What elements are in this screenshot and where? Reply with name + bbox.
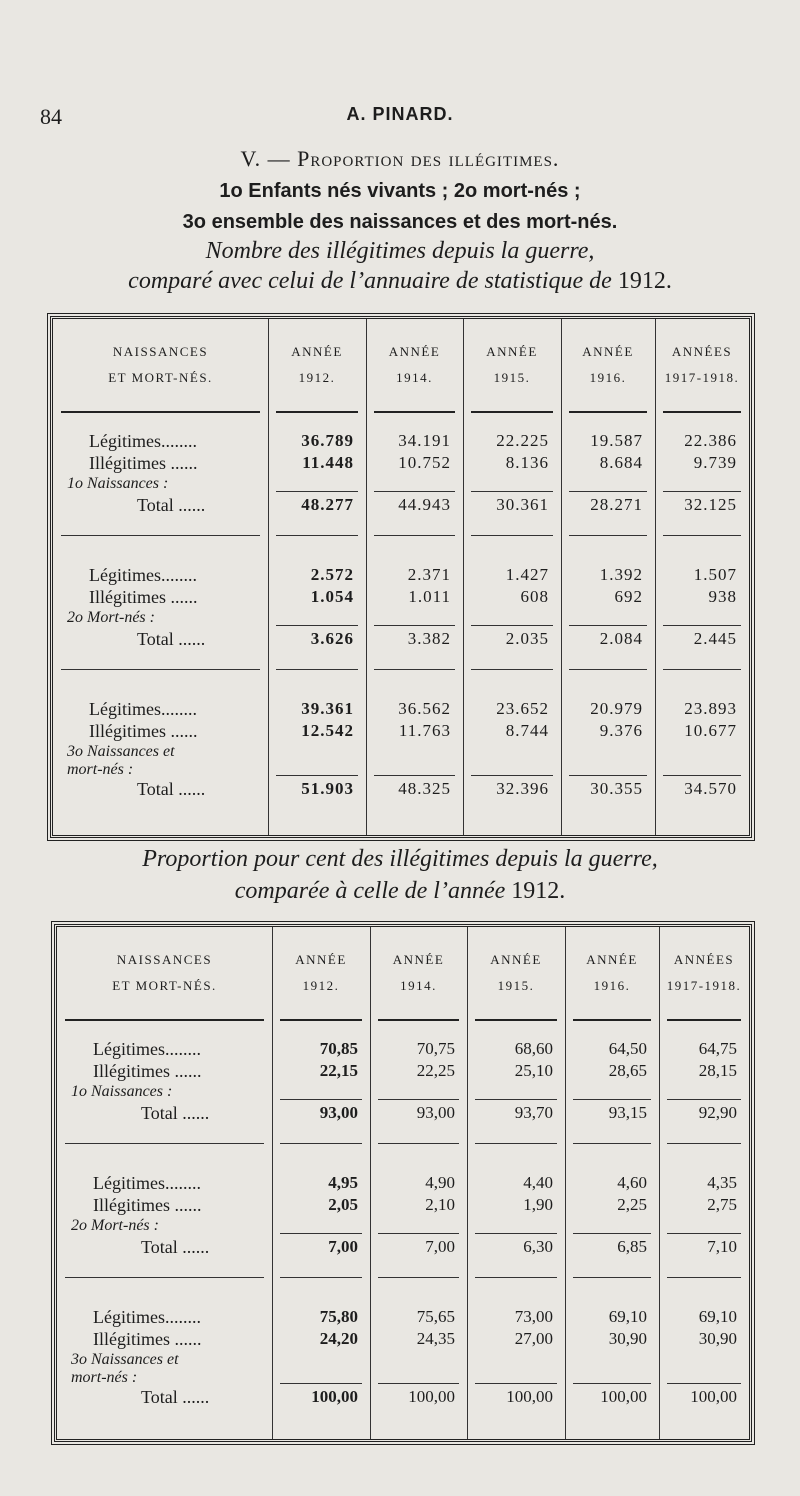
group-separator (378, 1277, 459, 1278)
header-year-title: ANNÉE (586, 952, 638, 967)
group-label-cont: mort-nés : (71, 1369, 138, 1386)
table-cell: 6,85 (617, 1237, 647, 1256)
subtotal-rule (573, 1383, 651, 1384)
table-cell: 23.652 (496, 699, 549, 718)
subtotal-rule (573, 1099, 651, 1100)
table-cell: 93,00 (416, 1103, 455, 1122)
row-label-total: Total ...... (141, 1387, 210, 1407)
table-cell: 7,00 (425, 1237, 455, 1256)
subtotal-rule (280, 1099, 362, 1100)
group-separator (374, 669, 455, 670)
table-cell: 692 (614, 587, 643, 606)
table-cell: 7,00 (328, 1237, 358, 1256)
table-cell: 3.626 (310, 629, 354, 648)
section-numeral: V. — (240, 146, 291, 171)
group-separator (65, 1277, 264, 1278)
table-cell: 9.376 (599, 721, 643, 740)
subtotal-rule (667, 1099, 741, 1100)
table-cell: 4,60 (617, 1173, 647, 1192)
row-label-total: Total ...... (141, 1103, 210, 1123)
subtotal-rule (471, 625, 553, 626)
table-cell: 93,70 (514, 1103, 553, 1122)
header-rule (569, 411, 647, 413)
table-cell: 2.035 (505, 629, 549, 648)
table-cell: 20.979 (590, 699, 643, 718)
header-year-title: ANNÉE (388, 344, 441, 359)
subtotal-rule (378, 1233, 459, 1234)
column-divider (561, 319, 562, 835)
table-cell: 22,25 (416, 1061, 455, 1080)
table-cell: 100,00 (311, 1387, 358, 1406)
header-year-value: 1912. (302, 978, 340, 993)
group-separator (573, 1277, 651, 1278)
table-cell: 69,10 (608, 1307, 647, 1326)
header-label-line-2: ET MORT-NÉS. (112, 978, 217, 993)
subtotal-rule (573, 1233, 651, 1234)
caption-table-2-line-1: Proportion pour cent des illégitimes depuis la guerre, (142, 846, 658, 872)
table-cell: 64,75 (698, 1039, 737, 1058)
subtotal-rule (663, 625, 741, 626)
table-cell: 938 (708, 587, 737, 606)
table-cell: 69,10 (698, 1307, 737, 1326)
subtotal-rule (475, 1099, 557, 1100)
table-cell: 6,30 (523, 1237, 553, 1256)
header-rule (276, 411, 358, 413)
row-label-legitimes: Légitimes........ (93, 1039, 201, 1059)
table-absolute-counts (50, 316, 752, 838)
subtotal-rule (378, 1099, 459, 1100)
header-rule (378, 1019, 459, 1021)
row-label-total: Total ...... (137, 779, 206, 799)
page-number: 84 (40, 104, 62, 129)
table-cell: 28,15 (698, 1061, 737, 1080)
caption-table-2-text: comparée à celle de l’année (234, 878, 506, 904)
table-cell: 24,20 (319, 1329, 358, 1348)
group-separator (569, 535, 647, 536)
column-divider (370, 927, 371, 1439)
group-separator (61, 669, 260, 670)
column-divider (659, 927, 660, 1439)
column-divider (655, 319, 656, 835)
group-separator (65, 1143, 264, 1144)
header-year-title: ANNÉES (671, 344, 733, 359)
table-cell: 28.271 (590, 495, 643, 514)
group-separator (667, 1277, 741, 1278)
table-cell: 32.125 (684, 495, 737, 514)
table-cell: 28,65 (608, 1061, 647, 1080)
header-year-value: 1917-1918. (664, 370, 740, 385)
subtotal-rule (663, 775, 741, 776)
row-label-total: Total ...... (137, 495, 206, 515)
table-cell: 64,50 (608, 1039, 647, 1058)
table-cell: 36.789 (301, 431, 354, 450)
table-cell: 34.191 (398, 431, 451, 450)
table-cell: 1.054 (310, 587, 354, 606)
subtotal-rule (663, 491, 741, 492)
table-cell: 2,75 (707, 1195, 737, 1214)
table-cell: 2.371 (407, 565, 451, 584)
header-rule (61, 411, 260, 413)
group-separator (276, 535, 358, 536)
table-cell: 48.277 (301, 495, 354, 514)
group-label: 3o Naissances et (67, 743, 175, 760)
table-cell: 32.396 (496, 779, 549, 798)
table-cell: 70,85 (319, 1039, 358, 1058)
caption-table-2-line-2 (0, 878, 800, 905)
table-cell: 93,15 (608, 1103, 647, 1122)
subtotal-rule (374, 775, 455, 776)
group-label: 3o Naissances et (71, 1351, 179, 1368)
header-label-line-1: NAISSANCES (116, 952, 213, 967)
table-cell: 22.386 (684, 431, 737, 450)
row-label-legitimes: Légitimes........ (89, 565, 197, 585)
table-cell: 8.684 (599, 453, 643, 472)
subtotal-rule (475, 1383, 557, 1384)
table-cell: 4,40 (523, 1173, 553, 1192)
table-cell: 27,00 (514, 1329, 553, 1348)
row-label-legitimes: Légitimes........ (89, 431, 197, 451)
table-cell: 30,90 (698, 1329, 737, 1348)
table-cell: 2.572 (310, 565, 354, 584)
group-label: 1o Naissances : (67, 475, 169, 492)
table-cell: 30,90 (608, 1329, 647, 1348)
table-cell: 68,60 (514, 1039, 553, 1058)
header-year-value: 1912. (298, 370, 336, 385)
header-rule (280, 1019, 362, 1021)
subtotal-rule (471, 775, 553, 776)
section-subtitle-1: 1o Enfants nés vivants ; 2o mort-nés ; (219, 180, 581, 202)
table-cell: 1.011 (408, 587, 451, 606)
header-label-line-2: ET MORT-NÉS. (108, 370, 213, 385)
section-title-text: Proportion des illégitimes. (297, 146, 560, 171)
table-cell: 9.739 (693, 453, 737, 472)
subtotal-rule (374, 625, 455, 626)
table-cell: 8.136 (505, 453, 549, 472)
table-cell: 2,10 (425, 1195, 455, 1214)
group-separator (378, 1143, 459, 1144)
group-label: 2o Mort-nés : (67, 609, 155, 626)
table-cell: 1.392 (599, 565, 643, 584)
table-percentages (54, 924, 752, 1442)
column-divider (467, 927, 468, 1439)
subtotal-rule (280, 1233, 362, 1234)
subtotal-rule (280, 1383, 362, 1384)
table-cell: 3.382 (407, 629, 451, 648)
row-label-illegitimes: Illégitimes ...... (89, 587, 198, 607)
header-rule (475, 1019, 557, 1021)
table-cell: 4,95 (328, 1173, 358, 1192)
group-label: 1o Naissances : (71, 1083, 173, 1100)
table-cell: 608 (520, 587, 549, 606)
row-label-legitimes: Légitimes........ (89, 699, 197, 719)
table-cell: 73,00 (514, 1307, 553, 1326)
group-separator (471, 535, 553, 536)
header-year-value: 1916. (589, 370, 627, 385)
column-divider (366, 319, 367, 835)
table-cell: 100,00 (408, 1387, 455, 1406)
table-cell: 93,00 (319, 1103, 358, 1122)
subtotal-rule (569, 625, 647, 626)
table-cell: 24,35 (416, 1329, 455, 1348)
header-year-title: ANNÉES (673, 952, 735, 967)
header-year-value: 1914. (396, 370, 433, 385)
header-rule (667, 1019, 741, 1021)
header-year-title: ANNÉE (295, 952, 347, 967)
subtotal-rule (276, 491, 358, 492)
row-label-legitimes: Légitimes........ (93, 1307, 201, 1327)
table-cell: 2,05 (328, 1195, 358, 1214)
header-year-title: ANNÉE (490, 952, 542, 967)
header-year-value: 1917-1918. (666, 978, 742, 993)
header-year-title: ANNÉE (392, 952, 445, 967)
row-label-legitimes: Légitimes........ (93, 1173, 201, 1193)
table-cell: 23.893 (684, 699, 737, 718)
subtotal-rule (667, 1233, 741, 1234)
table-cell: 19.587 (590, 431, 643, 450)
table-cell: 100,00 (506, 1387, 553, 1406)
subtotal-rule (378, 1383, 459, 1384)
table-cell: 100,00 (600, 1387, 647, 1406)
table-cell: 11.763 (398, 721, 451, 740)
header-year-title: ANNÉE (486, 344, 538, 359)
subtotal-rule (569, 491, 647, 492)
table-cell: 75,80 (319, 1307, 358, 1326)
table-cell: 34.570 (684, 779, 737, 798)
header-year-title: ANNÉE (582, 344, 634, 359)
subtotal-rule (475, 1233, 557, 1234)
header-rule (573, 1019, 651, 1021)
running-head: A. PINARD. (346, 104, 454, 124)
table-cell: 1.427 (505, 565, 549, 584)
caption-table-2-year: 1912. (511, 878, 566, 904)
subtotal-rule (667, 1383, 741, 1384)
group-separator (475, 1277, 557, 1278)
group-separator (61, 535, 260, 536)
table-cell: 25,10 (514, 1061, 553, 1080)
group-separator (276, 669, 358, 670)
table-cell: 8.744 (505, 721, 549, 740)
row-label-illegitimes: Illégitimes ...... (93, 1329, 202, 1349)
header-rule (471, 411, 553, 413)
header-year-value: 1914. (400, 978, 437, 993)
table-cell: 100,00 (690, 1387, 737, 1406)
group-label: 2o Mort-nés : (71, 1217, 159, 1234)
group-separator (569, 669, 647, 670)
table-cell: 10.752 (398, 453, 451, 472)
group-separator (475, 1143, 557, 1144)
group-separator (667, 1143, 741, 1144)
caption-table-1-year: 1912. (617, 268, 672, 294)
table-cell: 4,90 (425, 1173, 455, 1192)
table-cell: 39.361 (301, 699, 354, 718)
table-cell: 1,90 (523, 1195, 553, 1214)
column-divider (268, 319, 269, 835)
group-separator (280, 1277, 362, 1278)
section-subtitle-2: 3o ensemble des naissances et des mort-nés. (182, 211, 618, 233)
table-cell: 30.355 (590, 779, 643, 798)
header-year-value: 1916. (593, 978, 631, 993)
subtotal-rule (569, 775, 647, 776)
row-label-illegitimes: Illégitimes ...... (89, 453, 198, 473)
header-year-value: 1915. (497, 978, 535, 993)
table-cell: 30.361 (496, 495, 549, 514)
subtotal-rule (374, 491, 455, 492)
table-cell: 44.943 (398, 495, 451, 514)
group-separator (663, 535, 741, 536)
table-cell: 7,10 (707, 1237, 737, 1256)
caption-table-1-text: comparé avec celui de l’annuaire de statistique de (128, 268, 612, 294)
group-separator (573, 1143, 651, 1144)
header-rule (663, 411, 741, 413)
table-cell: 2.084 (599, 629, 643, 648)
table-cell: 92,90 (698, 1103, 737, 1122)
table-cell: 1.507 (693, 565, 737, 584)
group-separator (374, 535, 455, 536)
column-divider (463, 319, 464, 835)
row-label-illegitimes: Illégitimes ...... (89, 721, 198, 741)
group-separator (280, 1143, 362, 1144)
table-cell: 2.445 (693, 629, 737, 648)
row-label-illegitimes: Illégitimes ...... (93, 1195, 202, 1215)
table-cell: 10.677 (684, 721, 737, 740)
group-separator (663, 669, 741, 670)
column-divider (272, 927, 273, 1439)
table-cell: 12.542 (301, 721, 354, 740)
group-label-cont: mort-nés : (67, 761, 134, 778)
row-label-illegitimes: Illégitimes ...... (93, 1061, 202, 1081)
header-label-line-1: NAISSANCES (112, 344, 209, 359)
row-label-total: Total ...... (141, 1237, 210, 1257)
table-cell: 4,35 (707, 1173, 737, 1192)
table-cell: 75,65 (416, 1307, 455, 1326)
header-rule (374, 411, 455, 413)
table-cell: 11.448 (302, 453, 354, 472)
table-cell: 22.225 (496, 431, 549, 450)
subtotal-rule (471, 491, 553, 492)
section-title (0, 146, 800, 172)
subtotal-rule (276, 775, 358, 776)
table-cell: 2,25 (617, 1195, 647, 1214)
header-year-value: 1915. (493, 370, 531, 385)
table-cell: 22,15 (319, 1061, 358, 1080)
header-year-title: ANNÉE (291, 344, 343, 359)
group-separator (471, 669, 553, 670)
row-label-total: Total ...... (137, 629, 206, 649)
caption-table-1-line-2 (0, 268, 800, 295)
table-cell: 48.325 (398, 779, 451, 798)
subtotal-rule (276, 625, 358, 626)
column-divider (565, 927, 566, 1439)
table-cell: 36.562 (398, 699, 451, 718)
table-cell: 51.903 (301, 779, 354, 798)
table-cell: 70,75 (416, 1039, 455, 1058)
header-rule (65, 1019, 264, 1021)
caption-table-1-line-1: Nombre des illégitimes depuis la guerre, (205, 238, 595, 264)
